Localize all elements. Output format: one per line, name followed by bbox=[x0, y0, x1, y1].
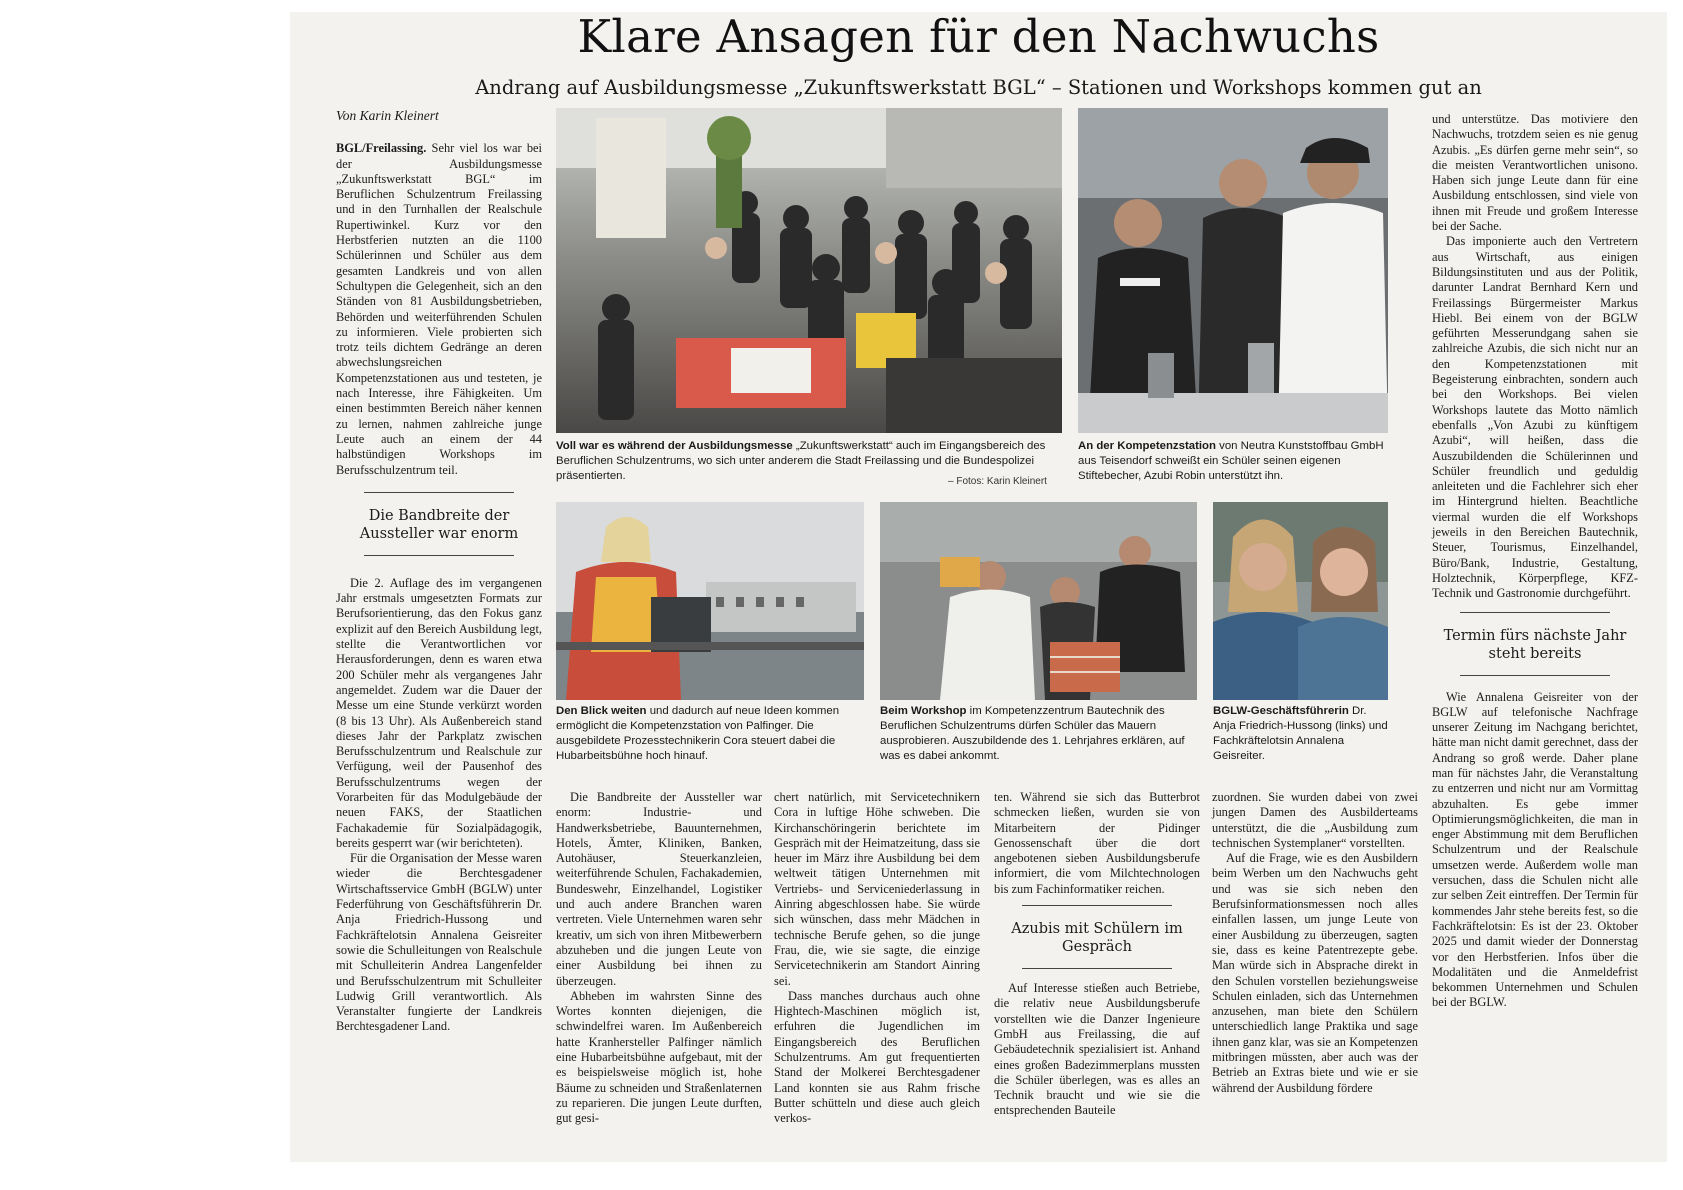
crosshead-termin: Termin fürs nächste Jahr steht bereits bbox=[1443, 627, 1627, 662]
paragraph: Das imponierte auch den Vertretern aus Wirtschaft, aus einigen Bildungsinstituten und aus der Politik, darunter Landrat Bernhard Kern und Freilassings Bürgermeister Markus Hiebl. Bei einem von der BGLW geführten Messerundgang sahen sie zahlreiche Azubis, die sich nicht nur an den Kompetenzstationen mit Begeisterung einbrachten, sondern auch bei den Workshops. Bei vielen Workshops lautete das Motto nämlich ebenfalls „Von Azubi zu künftigem Azubi“, will heißen, dass die Auszubildenden die Schülerinnen und Schüler freundlich und geduldig anleiteten und die Fachlehrer sich eher im Hintergrund hielten. Beachtliche viermal wurden die elf Workshops jeweils in den Bereichen Bautechnik, Steuer, Tourismus, Einzelhandel, Büro/Bank, Industrie, Gestaltung, Holztechnik, Körperpflege, KFZ-Technik und Gastronomie durchgeführt. bbox=[1432, 234, 1638, 601]
paragraph: Für die Organisation der Messe waren wieder die Berchtesgadener Wirtschaftsservice GmbH (BGLW) unter Federführung von Geschäftsführerin Dr. Anja Friedrich-Hussong und Fachkräftelotsin Annalena Geisreiter sowie die Schulleitungen von Realschule mit Schulleiterin Andrea Langenfelder und Berufsschulzentrum mit Schulleiter Ludwig Grill verantwortlich. Als Veranstalter fungierte der Landkreis Berchtesgadener Land. bbox=[336, 851, 542, 1034]
paragraph: zuordnen. Sie wurden dabei von zwei jungen Damen des Ausbilderteams unterstützt, die die „Ausbildung zum technischen Systemplaner“ vorstellten. bbox=[1212, 790, 1418, 850]
paragraph: Auf Interesse stießen auch Betriebe, die relativ neue Ausbildungsberufe vorstellten wie die Danzer Ingenieure GmbH aus Freilassing, die auf Gebäudetechnik spezialisiert ist. Anhand eines großen Badezimmerplans mussten die Schüler überlegen, was es alles an Technik braucht und wie sie die entsprechenden Bauteile bbox=[994, 981, 1200, 1118]
caption-lead: BGLW-Geschäftsführerin bbox=[1213, 705, 1349, 717]
photo-credit: – Fotos: Karin Kleinert bbox=[948, 476, 1047, 487]
column-6 bbox=[1432, 112, 1638, 1011]
article-subheadline: Andrang auf Ausbildungsmesse „Zukunftswerkstatt BGL“ – Stationen und Workshops kommen gut an bbox=[475, 76, 1482, 99]
lead-text: Sehr viel los war bei der Ausbildungsmesse „Zukunftswerkstatt BGL“ im Beruflichen Schulzentrum Freilassing und in den Turnhallen der Realschule Rupertiwinkel. Kurz vor den Herbstferien nutzten an die 1100 Schülerinnen und Schüler aus dem gesamten Landkreis und von allen Schultypen die Gelegenheit, sich an den Ständen von 81 Ausbildungsbetrieben, Behörden und weiterführenden Schulen zu informieren. Viele probierten sich trotz teils dichtem Gedränge an deren abwechslungsreichen Kompetenzstationen aus und testeten, je nach Interesse, ihre Fähigkeiten. Um einen bestimmten Bereich näher kennen zu lernen, nahmen zahlreiche junge Leute auch an einem der 44 halbstündigen Workshops im Berufsschulzentrum teil. bbox=[336, 141, 542, 477]
workshop-photo-illustration bbox=[880, 502, 1197, 700]
welding-photo-illustration bbox=[1078, 108, 1388, 433]
crosshead-azubis: Azubis mit Schülern im Gespräch bbox=[1011, 921, 1183, 956]
crosshead-bandbreite: Die Bandbreite der Aussteller war enorm bbox=[359, 507, 519, 542]
photo-aerial-platform bbox=[556, 502, 864, 700]
paragraph: Wie Annalena Geisreiter von der BGLW auf telefonische Nachfrage unserer Zeitung im Nachgang berichtet, hätte man nicht damit gerechnet, dass der Andrang so groß werde. Daher plane man für nächstes Jahr, die Veranstaltung zu entzerren und nicht nur am Vormittag abzuhalten. Es gebe immer Optimierungsmöglichkeiten, die man in enger Abstimmung mit dem Beruflichen Schulzentrum und der Realschule umsetzen werde. Außerdem wolle man versuchen, dass die Schulen nicht alle zur selben Zeit eintreffen. Der Termin für kommendes Jahr stehe bereits fest, so die Fachkräftelotsin: Es ist der 23. Oktober 2025 und damit wieder der Donnerstag vor den Herbstferien. Infos über die Modalitäten und die Anmeldefrist bekommen Unternehmen und Schulen bei der BGLW. bbox=[1432, 689, 1638, 1010]
photo-welding-station bbox=[1078, 108, 1388, 433]
caption-text: „Zukunftswerkstatt“ auch im Eingangsbereich des Beruflichen Schulzentrums, wo sich unter anderem die Stadt Freilassing und die Bundespolizei präsentierten. bbox=[556, 440, 1046, 482]
paragraph: Auf die Frage, wie es den Ausbildern beim Werben um den Nachwuchs geht und was sie sich neben den Berufsinformationsmessen noch alles einfallen lassen, um junge Leute von einer Ausbildung zu überzeugen, sagten sie, dass es keine Patentrezepte gebe. Man würde sich in Absprache direkt in den Schulen vorstellen beziehungsweise Schulen einladen, sich das Unternehmen anzusehen, man biete den Schülern unterschiedlich lange Praktika und sage ihnen ganz klar, was sie an Kompetenzen mitbringen müssten, aber auch was der Betrieb an Extras biete und wie er sie während der Ausbildung fördere bbox=[1212, 851, 1418, 1095]
crowd-photo-illustration bbox=[556, 108, 1062, 433]
caption-text: Dr. Anja Friedrich-Hussong (links) und Fachkräftelotsin Annalena Geisreiter. bbox=[1213, 705, 1388, 762]
paragraph: und unterstütze. Das motiviere den Nachwuchs, trotzdem seien es nie genug Azubis. „Es dürfen gerne mehr sein“, so die meisten Verantwortlichen unisono. Haben sich junge Leute dann für eine Ausbildung entschlossen, sind viele von ihnen mit Freude und großem Interesse bei der Sache. bbox=[1432, 112, 1638, 234]
caption-lead: An der Kompetenzstation bbox=[1078, 440, 1216, 452]
caption-text: im Kompetenzzentrum Bautechnik des Beruflichen Schulzentrums dürfen Schüler das Mauern ausprobieren. Auszubildende des 1. Lehrjahres erklären, auf was es dabei ankommt. bbox=[880, 705, 1185, 762]
column-1 bbox=[336, 108, 542, 1035]
paragraph: Die 2. Auflage des im vergangenen Jahr erstmals umgesetzten Formats zur Berufsorientierung, das den Fokus ganz explizit auf den Bereich Ausbildung legt, stellte die Verantwortlichen vor Herausforderungen, denn es waren etwa 200 Schüler mehr als vergangenes Jahr angemeldet. Zudem war die Dauer der Messe um eine Stunde verkürzt worden (8 bis 13 Uhr). Als Außenbereich stand dieses Jahr der Parkplatz zwischen Berufsschulzentrum und Realschule zur Verfügung, weil der Pausenhof des Berufsschulzentrums wegen der Vorarbeiten für das Modulgebäude der neuen FAKS, der Staatlichen Fachakademie für Sozialpädagogik, bereits gesperrt war (wir berichteten). bbox=[336, 575, 542, 850]
paragraph: Dass manches durchaus auch ohne Hightech-Maschinen möglich ist, erfuhren die Jugendlichen im Eingangsbereich des Beruflichen Schulzentrums. Am gut frequentierten Stand der Molkerei Berchtesgadener Land konnten sie aus Rahm frische Butter schütteln und diese auch gleich verkos- bbox=[774, 988, 980, 1126]
column-3 bbox=[774, 790, 980, 1127]
column-2 bbox=[556, 790, 762, 1127]
lead-paragraph bbox=[336, 141, 542, 478]
paragraph: Abheben im wahrsten Sinne des Wortes konnten diejenigen, die schwindelfrei waren. Im Außenbereich hatte Kranhersteller Palfinger nämlich eine Hubarbeitsbühne aufgebaut, mit der es beispielsweise möglich ist, hohe Bäume zu schneiden und Straßenlaternen zu reparieren. Die jungen Leute durften, gut gesi- bbox=[556, 988, 762, 1126]
paragraph: chert natürlich, mit Servicetechnikern Cora in luftige Höhe schweben. Die Kirchanschöringerin berichtete im Gespräch mit der Heimatzeitung, dass sie heuer im März ihre Ausbildung bei dem weltweit tätigen Unternehmen mit Vertriebs- und Serviceniederlassung in Ainring abgeschlossen habe. Sie würde sich wünschen, dass mehr Mädchen in technische Berufe gehen, so die junge Frau, die, wie sie sagte, die einzige Servicetechnikerin am Standort Ainring sei. bbox=[774, 790, 980, 988]
caption-text: von Neutra Kunststoffbau GmbH aus Teisendorf schweißt ein Schüler seinen eigenen Stiftebecher, Azubi Robin unterstützt ihn. bbox=[1078, 440, 1384, 482]
caption-platform-photo bbox=[556, 704, 864, 764]
caption-text: und dadurch auf neue Ideen kommen ermöglicht die Kompetenzstation von Palfinger. Die ausgebildete Prozesstechnikerin Cora steuert dabei die Hubarbeitsbühne hoch hinauf. bbox=[556, 705, 840, 762]
article-headline: Klare Ansagen für den Nachwuchs bbox=[577, 10, 1380, 63]
photo-crowded-entrance-hall bbox=[556, 108, 1062, 433]
dateline: BGL/Freilassing. bbox=[336, 141, 427, 156]
crosshead-rule-top bbox=[1460, 612, 1610, 613]
paragraph: Die Bandbreite der Aussteller war enorm: Industrie- und Handwerksbetriebe, Bauunternehmen, Hotels, Ämter, Kliniken, Banken, Autohäuser, Steuerkanzleien, weiterführende Schulen, Fachakademien, Bundeswehr, Einzelhandel, Logistiker und auch andere Branchen waren vertreten. Viele Unternehmen waren sehr kreativ, um sich von ihren Mitbewerbern abzuheben und die jungen Leute von einer Ausbildung bei ihnen zu überzeugen. bbox=[556, 790, 762, 988]
crosshead-rule-top bbox=[364, 492, 514, 493]
paragraph: ten. Während sie sich das Butterbrot schmecken ließen, wurden sie von Mitarbeitern der Pidinger Genossenschaft über die dort angebotenen sieben Ausbildungsberufe informiert, die vom Milchtechnologen bis zum Fachinformatiker reichen. bbox=[994, 790, 1200, 896]
staff-photo-illustration bbox=[1213, 502, 1388, 700]
crosshead-rule-top bbox=[1022, 905, 1172, 906]
column-4 bbox=[994, 790, 1200, 1119]
photo-bglw-staff bbox=[1213, 502, 1388, 700]
caption-staff-photo bbox=[1213, 704, 1388, 764]
column-5 bbox=[1212, 790, 1418, 1096]
caption-workshop-photo bbox=[880, 704, 1197, 764]
byline: Von Karin Kleinert bbox=[336, 108, 439, 123]
photo-bricklaying-workshop bbox=[880, 502, 1197, 700]
caption-lead: Voll war es während der Ausbildungsmesse bbox=[556, 440, 793, 452]
caption-lead: Beim Workshop bbox=[880, 705, 967, 717]
caption-welding-photo bbox=[1078, 439, 1388, 484]
caption-lead: Den Blick weiten bbox=[556, 705, 647, 717]
platform-photo-illustration bbox=[556, 502, 864, 700]
